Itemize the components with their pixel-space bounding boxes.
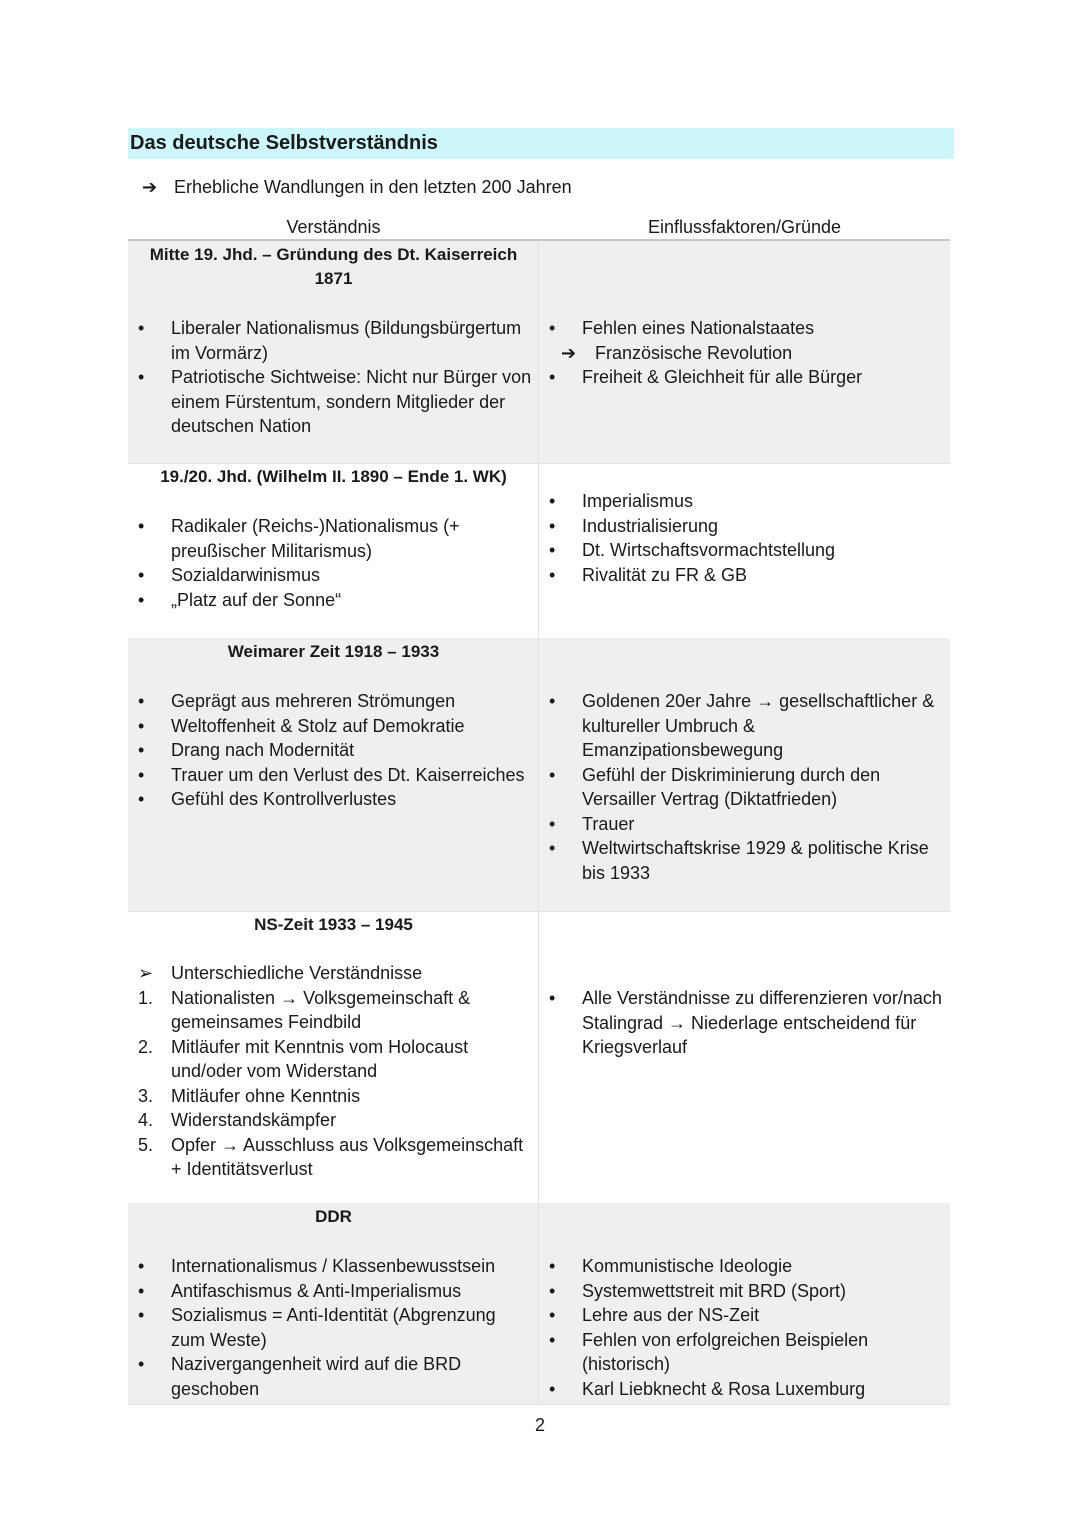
column-header-left: Verständnis: [286, 217, 381, 237]
period-title: NS-Zeit 1933 – 1945: [254, 915, 413, 934]
table-row-3: [128, 638, 950, 912]
list-item: • „Platz auf der Sonne“: [138, 589, 342, 610]
list-item: • Goldenen 20er Jahre → gesellschaftlicher & kultureller Umbruch & Emanzipationsbewegung: [549, 691, 935, 760]
list-item: • Antifaschismus & Anti-Imperialismus: [138, 1280, 462, 1301]
list-item: • Freiheit & Gleichheit für alle Bürger: [549, 367, 863, 387]
period-title: DDR: [315, 1207, 352, 1226]
row-5-left-cell: [128, 1203, 539, 1404]
row-2-right-cell: [539, 463, 950, 638]
list-item: • Liberaler Nationalismus (Bildungsbürgertum im Vormärz): [138, 318, 522, 363]
table-row-2: [128, 463, 950, 639]
column-header-right: Einflussfaktoren/Gründe: [647, 217, 842, 237]
list-item: • Weltoffenheit & Stolz auf Demokratie: [138, 715, 465, 736]
list-item: ➔ Französische Revolution: [561, 342, 793, 363]
list-item: • Trauer: [549, 813, 635, 834]
understanding-list: [128, 316, 533, 439]
list-item: • Drang nach Modernität: [138, 740, 355, 760]
factors-list: [539, 986, 950, 1060]
row-2-left-cell: [128, 463, 539, 638]
list-item: • Karl Liebknecht & Rosa Luxemburg: [549, 1378, 866, 1399]
row-1-right-cell: [539, 241, 950, 463]
understanding-list: [128, 961, 533, 1182]
table-row-5: [128, 1203, 950, 1405]
list-item: • Patriotische Sichtweise: Nicht nur Bürger von einem Fürstentum, sondern Mitglieder der deutschen Nation: [138, 367, 532, 436]
factors-list: [539, 689, 950, 885]
list-item: • Radikaler (Reichs-)Nationalismus (+ preußischer Militarismus): [138, 516, 460, 561]
list-item: • Gefühl der Diskriminierung durch den Versailler Vertrag (Diktatfrieden): [549, 764, 881, 809]
factors-list: [539, 489, 950, 587]
row-3-right-cell: [539, 638, 950, 911]
list-item: • Weltwirtschaftskrise 1929 & politische Krise bis 1933: [549, 838, 929, 883]
list-item: 2. Mitläufer mit Kenntnis vom Holocaust und/oder vom Widerstand: [138, 1036, 469, 1081]
list-item: • Alle Verständnisse zu differenzieren vor/nach Stalingrad → Niederlage entscheidend für Kriegsverlauf: [549, 988, 942, 1057]
list-item: • Trauer um den Verlust des Dt. Kaiserreiches: [138, 764, 525, 785]
list-item: • Fehlen eines Nationalstaates: [549, 318, 815, 338]
section-title: Das deutsche Selbstverständnis: [128, 128, 954, 159]
period-title: Weimarer Zeit 1918 – 1933: [227, 642, 440, 661]
list-item: • Geprägt aus mehreren Strömungen: [138, 691, 456, 711]
list-item: • Nazivergangenheit wird auf die BRD geschoben: [138, 1354, 462, 1399]
list-item: • Rivalität zu FR & GB: [549, 564, 748, 585]
table-row-1: [128, 241, 950, 464]
intro-line: [142, 175, 572, 199]
list-item: • Internationalismus / Klassenbewusstsein: [138, 1256, 496, 1276]
factors-list: [539, 316, 950, 390]
list-item: • Gefühl des Kontrollverlustes: [138, 789, 397, 809]
row-5-right-cell: [539, 1203, 950, 1404]
factors-list: [539, 1254, 950, 1401]
list-item: 5. Opfer → Ausschluss aus Volksgemeinschaft + Identitätsverlust: [138, 1134, 524, 1179]
list-item: 1. Nationalisten → Volksgemeinschaft & gemeinsames Feindbild: [138, 987, 471, 1032]
list-item: • Sozialismus = Anti-Identität (Abgrenzung zum Weste): [138, 1305, 496, 1350]
list-item: • Fehlen von erfolgreichen Beispielen (historisch): [549, 1329, 869, 1374]
list-item: 4. Widerstandskämpfer: [138, 1110, 337, 1130]
row-1-left-cell: [128, 241, 539, 463]
list-item: • Systemwettstreit mit BRD (Sport): [549, 1280, 847, 1301]
intro-text: Erhebliche Wandlungen in den letzten 200 Jahren: [174, 177, 572, 197]
understanding-list: [128, 1254, 533, 1401]
arrow-icon: ➔: [142, 177, 158, 197]
period-title: 19./20. Jhd. (Wilhelm II. 1890 – Ende 1. WK): [160, 467, 507, 486]
list-item: 3. Mitläufer ohne Kenntnis: [138, 1085, 361, 1106]
row-3-left-cell: [128, 638, 539, 911]
list-item: ➢ Unterschiedliche Verständnisse: [138, 963, 423, 983]
list-item: • Sozialdarwinismus: [138, 565, 321, 585]
list-item: • Imperialismus: [549, 491, 694, 511]
page-number: 2: [534, 1415, 545, 1435]
row-4-right-cell: [539, 911, 950, 1203]
period-title: Mitte 19. Jhd. – Gründung des Dt. Kaiserreich 1871: [149, 245, 518, 288]
list-item: • Lehre aus der NS-Zeit: [549, 1305, 760, 1325]
list-item: • Dt. Wirtschaftsvormachtstellung: [549, 540, 836, 560]
understanding-list: [128, 514, 533, 612]
row-4-left-cell: [128, 911, 539, 1203]
list-item: • Kommunistische Ideologie: [549, 1256, 793, 1276]
list-item: • Industrialisierung: [549, 515, 719, 536]
table-row-4: [128, 911, 950, 1204]
understanding-list: [128, 689, 533, 812]
